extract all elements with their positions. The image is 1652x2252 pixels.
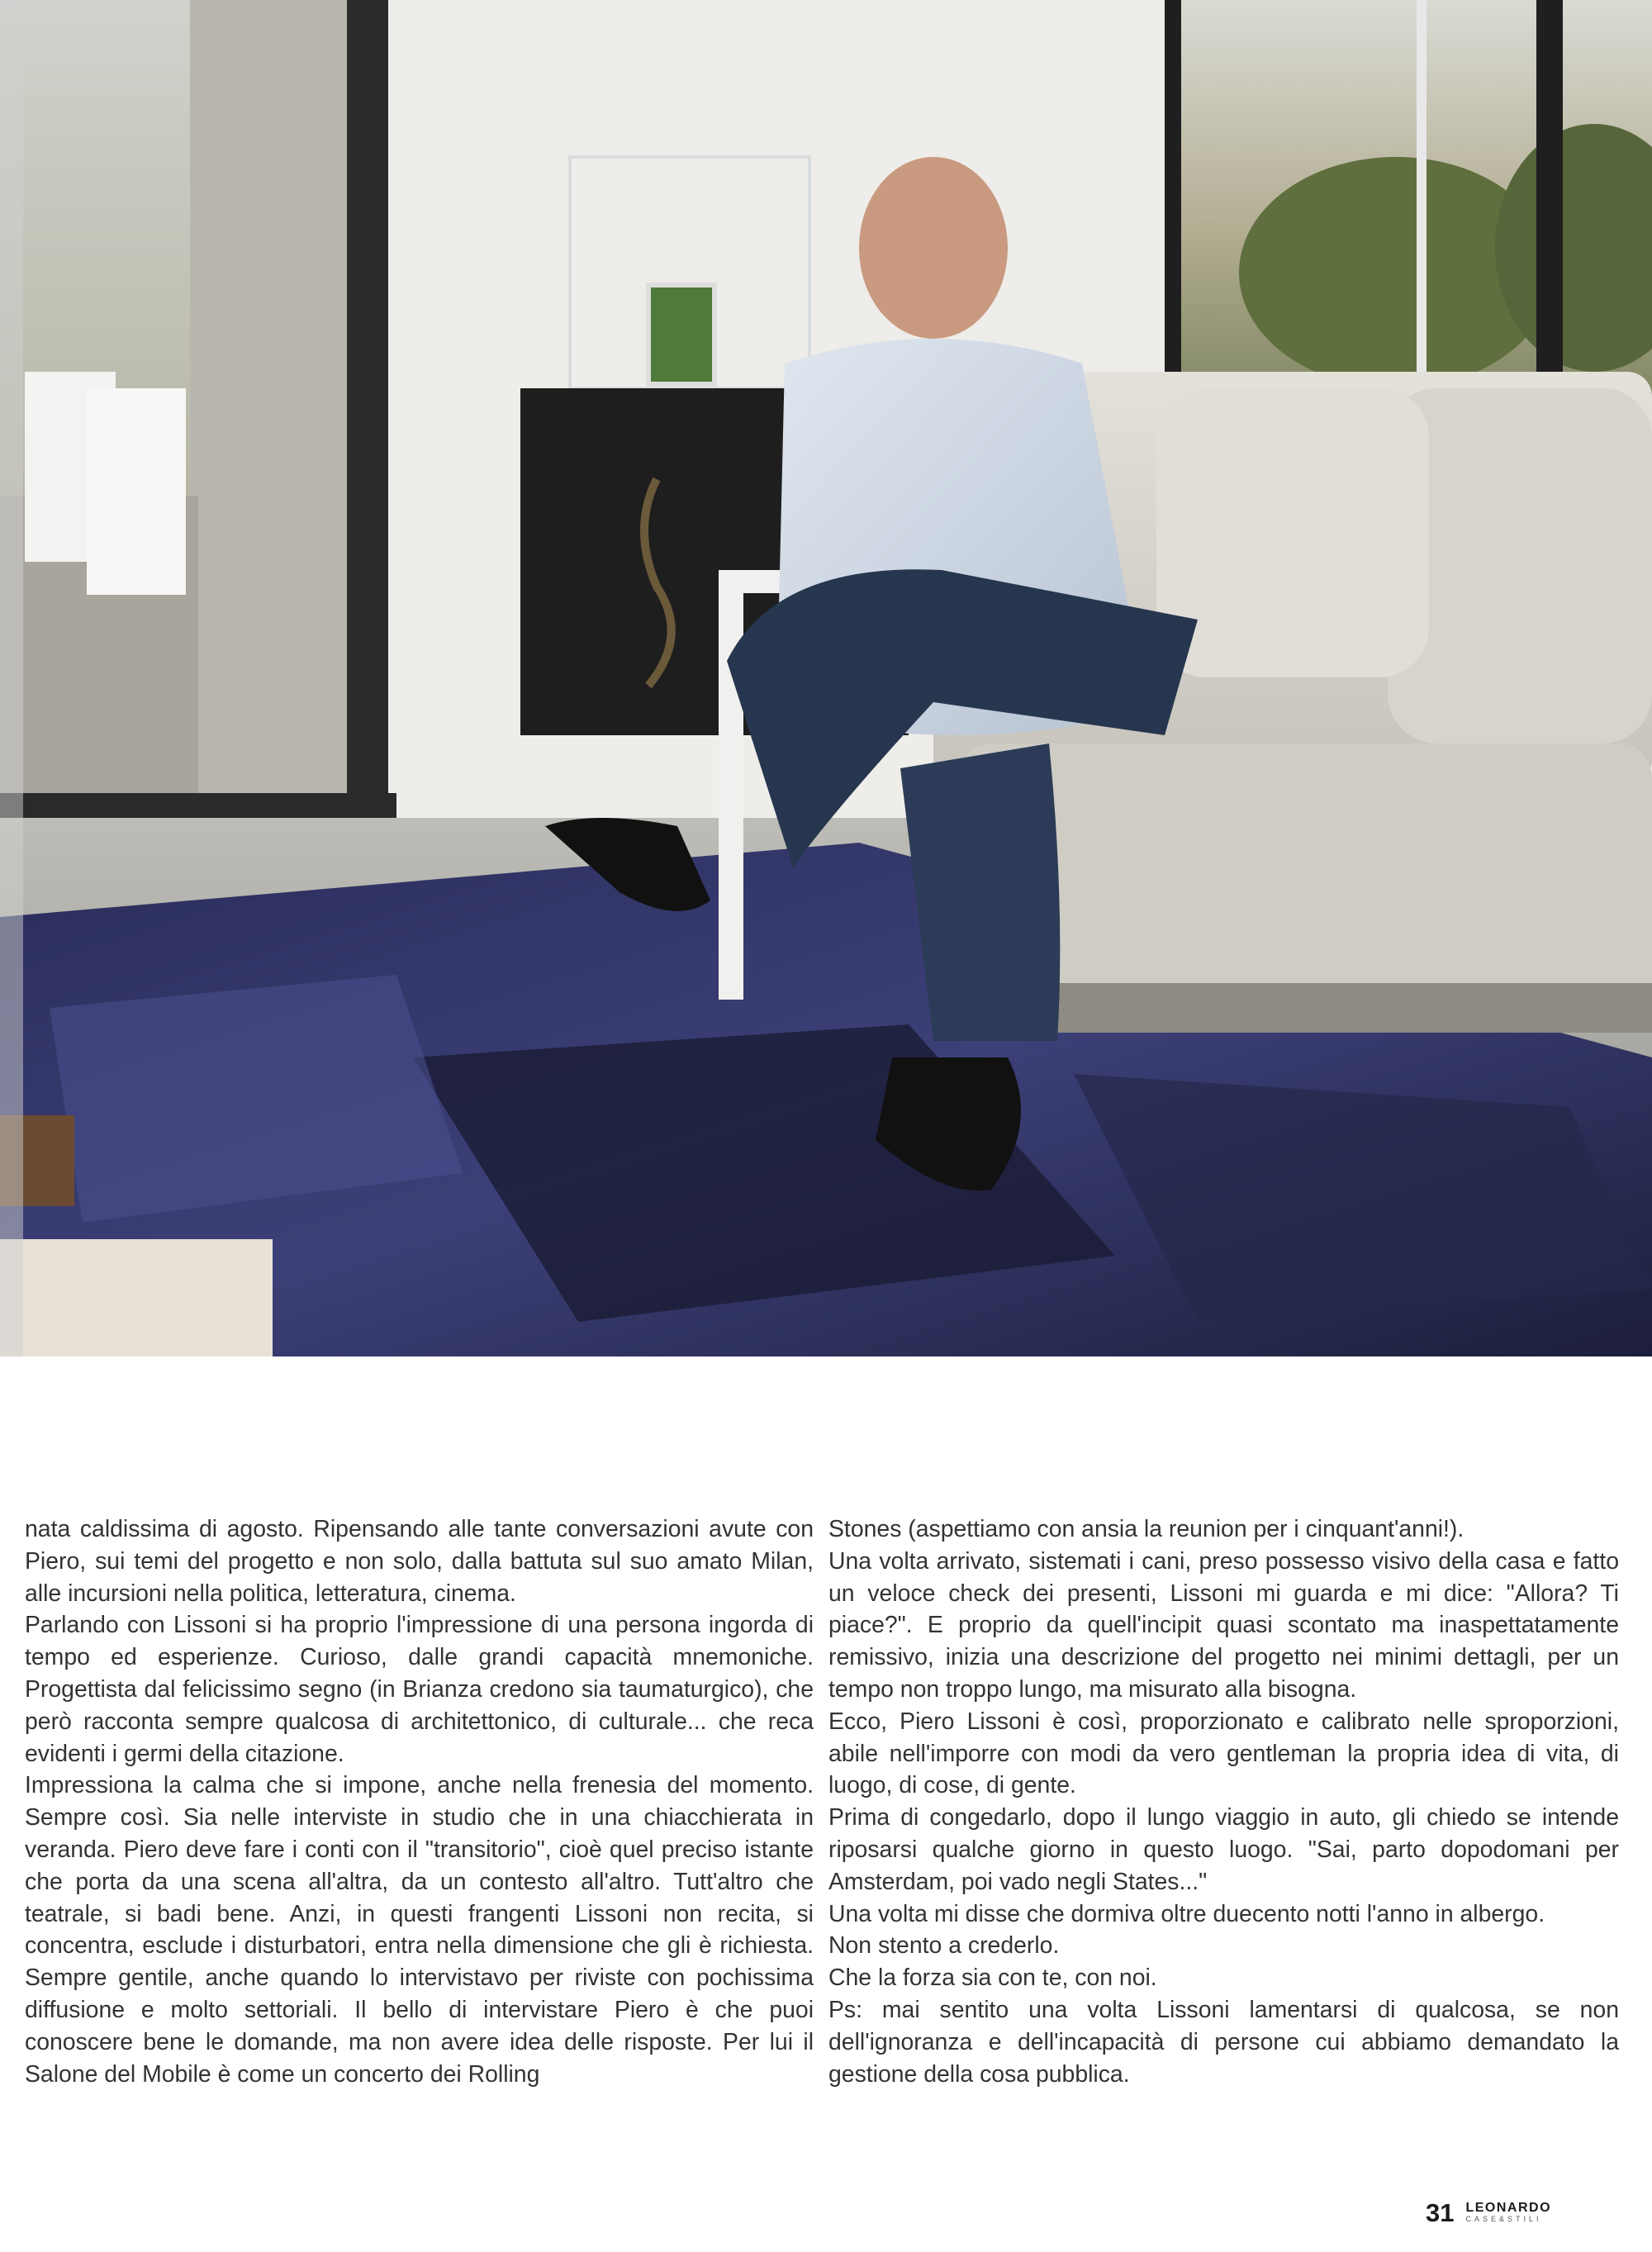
article-left-column (25, 1513, 814, 2090)
page-footer (1426, 2200, 1551, 2226)
terrace-stool-2 (87, 388, 186, 595)
white-chair-leg (719, 570, 743, 1000)
page-gutter (0, 0, 23, 1356)
paragraph: Non stento a crederlo. (828, 1932, 1060, 1960)
article-right-column (828, 1513, 1619, 2090)
sofa-cushion-2 (1156, 388, 1429, 677)
paragraph: Una volta mi disse che dormiva oltre duecento notti l'anno in albergo. (828, 1900, 1545, 1927)
paragraph: Prima di congedarlo, dopo il lungo viaggio in auto, gli chiedo se intende riposarsi qualche giorno in questo luogo. "Sai, parto dopodomani per Amsterdam, poi vado negli States..." (828, 1804, 1619, 1895)
sofa-base (958, 983, 1652, 1033)
paragraph: Che la forza sia con te, con noi. (828, 1965, 1157, 1992)
brand-name: LEONARDO (1465, 2201, 1552, 2215)
paragraph: Parlando con Lissoni si ha proprio l'impressione di una persona ingorda di tempo ed esperienze. Curioso, dalle grandi capacità mnemoniche. Progettista dal felicissimo segno (in Brianza credono sia taumaturgico), che però racconta sempre qualcosa di architettonico, di culturale... che reca evidenti i germi della citazione. (25, 1612, 814, 1767)
paragraph: Una volta arrivato, sistemati i cani, preso possesso visivo della casa e fatto un veloce check dei presenti, Lissoni mi guarda e mi dice: "Allora? Ti piace?". E proprio da quell'incipit quasi scontato ma inaspettatamente remissivo, inizia una descrizione del progetto nei minimi dettagli, per un tempo non troppo lungo, ma misurato alla bisogna. (828, 1547, 1619, 1703)
magazine-logo (1465, 2202, 1551, 2224)
paragraph: Stones (aspettiamo con ansia la reunion per i cinquant'anni!). (828, 1516, 1464, 1542)
concrete-column (190, 0, 347, 810)
brand-subtitle: CASE&STILI (1465, 2215, 1542, 2223)
man-head (859, 157, 1008, 339)
photo-frame (648, 285, 714, 384)
paragraph: Ecco, Piero Lissoni è così, proporzionato e calibrato nelle sproporzioni, abile nell'imporre con modi da vero gentleman la propria idea di vita, di luogo, di cose, di gente. (828, 1708, 1619, 1799)
pole (1417, 0, 1427, 372)
window-frame-left (347, 0, 388, 810)
paragraph: nata caldissima di agosto. Ripensando alle tante conversazioni avute con Piero, sui temi del progetto e non solo, dalla battuta sul suo amato Milan, alle incursioni nella politica, letteratura, cinema. (25, 1516, 814, 1607)
sofa-seat (958, 744, 1652, 1016)
page-number: 31 (1426, 2198, 1455, 2227)
paragraph: Impressiona la calma che si impone, anche nella frenesia del momento. Sempre così. Sia nelle interviste in studio che in una chiacchierata in veranda. Piero deve fare i conti con il "transitorio", cioè quel preciso istante che porta da una scena all'altra, da un contesto all'altro. Tutt'altro che teatrale, si badi bene. Anzi, in questi frangenti Lissoni non recita, si concentra, esclude i disturbatori, entra nella dimensione che gli è richiesta. Sempre gentile, anche quando lo intervistavo per riviste con pochissima diffusione e molto settoriali. Il bello di intervistare Piero è che puoi conoscere bene le domande, ma non avere idea delle risposte. Per lui il Salone del Mobile è come un concerto dei Rolling (25, 1772, 814, 2088)
table-top (0, 1239, 273, 1356)
paragraph: Ps: mai sentito una volta Lissoni lamentarsi di qualcosa, se non dell'ignoranza e dell'incapacità di persone cui abbiamo demandato la gestione della cosa pubblica. (828, 1996, 1619, 2088)
window-sill-left (0, 793, 396, 818)
